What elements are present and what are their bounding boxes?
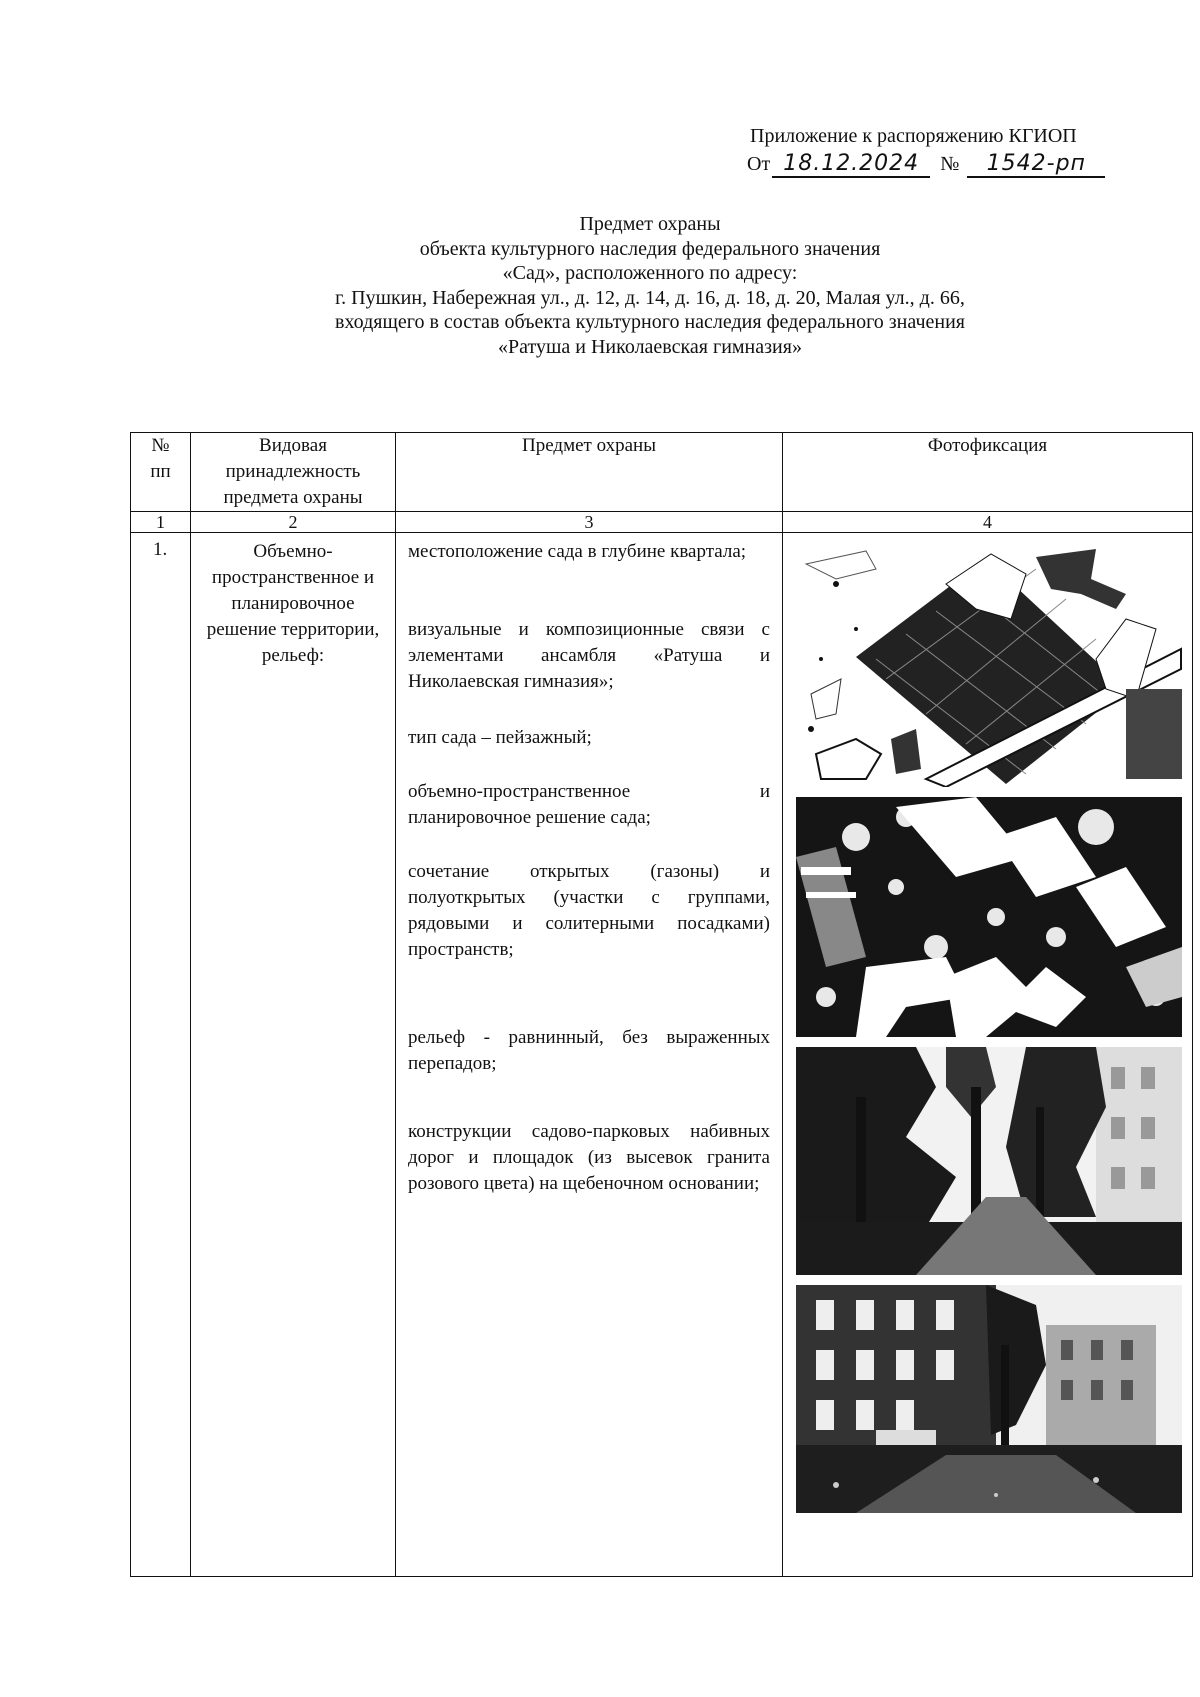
- header-kind: Видовая принадлежность предмета охраны: [191, 433, 396, 512]
- column-number: 3: [396, 512, 783, 533]
- document-title: [200, 212, 1100, 359]
- park-trees-photo: [796, 1047, 1182, 1275]
- site-plan-photo: [796, 539, 1182, 787]
- title-line: объекта культурного наследия федерального значения: [419, 237, 881, 260]
- table-row: [131, 533, 1193, 1577]
- appendix-header: [700, 122, 1120, 178]
- list-item: конструкции садово-парковых набивных дорог и площадок (из высевок гранита розового цвета) на щебеночном основании;: [408, 1121, 770, 1194]
- row-items: [396, 533, 783, 1577]
- table-header-row: [131, 433, 1193, 512]
- column-number-row: [131, 512, 1193, 533]
- row-kind: Объемно-пространственное и планировочное решение территории, рельеф:: [191, 533, 396, 1577]
- protection-table: [130, 432, 1193, 1577]
- title-line: «Сад», расположенного по адресу:: [502, 262, 798, 284]
- from-label: От: [747, 153, 771, 175]
- order-number: 1542-рп: [967, 152, 1105, 178]
- building-photo: [796, 1285, 1182, 1513]
- title-line: «Ратуша и Николаевская гимназия»: [498, 335, 802, 358]
- list-item: сочетание открытых (газоны) и полуоткрытых (участки с группами, рядовыми и солитерными посадками) пространств;: [408, 861, 770, 960]
- number-label: №: [940, 153, 960, 175]
- aerial-photo: [796, 797, 1182, 1037]
- list-item: объемно-пространственное и планировочное решение сада;: [408, 781, 770, 828]
- column-number: 2: [191, 512, 396, 533]
- order-date: 18.12.2024: [772, 152, 930, 178]
- list-item: визуальные и композиционные связи с элементами ансамбля «Ратуша и Николаевская гимназия»;: [408, 619, 770, 692]
- header-photo: Фотофиксация: [783, 433, 1193, 512]
- header-subject: Предмет охраны: [396, 433, 783, 512]
- title-line: Предмет охраны: [579, 213, 721, 235]
- column-number: 4: [783, 512, 1193, 533]
- title-line: г. Пушкин, Набережная ул., д. 12, д. 14, д. 16, д. 18, д. 20, Малая ул., д. 66,: [335, 286, 965, 309]
- list-item: тип сада – пейзажный;: [408, 727, 592, 748]
- title-line: входящего в состав объекта культурного наследия федерального значения: [335, 311, 965, 333]
- row-number: 1.: [131, 533, 191, 1577]
- list-item: рельеф - равнинный, без выраженных перепадов;: [408, 1027, 770, 1074]
- appendix-line: Приложение к распоряжению КГИОП: [750, 125, 1077, 147]
- order-line: [700, 150, 1120, 178]
- header-number: № пп: [131, 433, 191, 512]
- photo-column: [783, 533, 1193, 1577]
- list-item: местоположение сада в глубине квартала;: [408, 541, 747, 562]
- column-number: 1: [131, 512, 191, 533]
